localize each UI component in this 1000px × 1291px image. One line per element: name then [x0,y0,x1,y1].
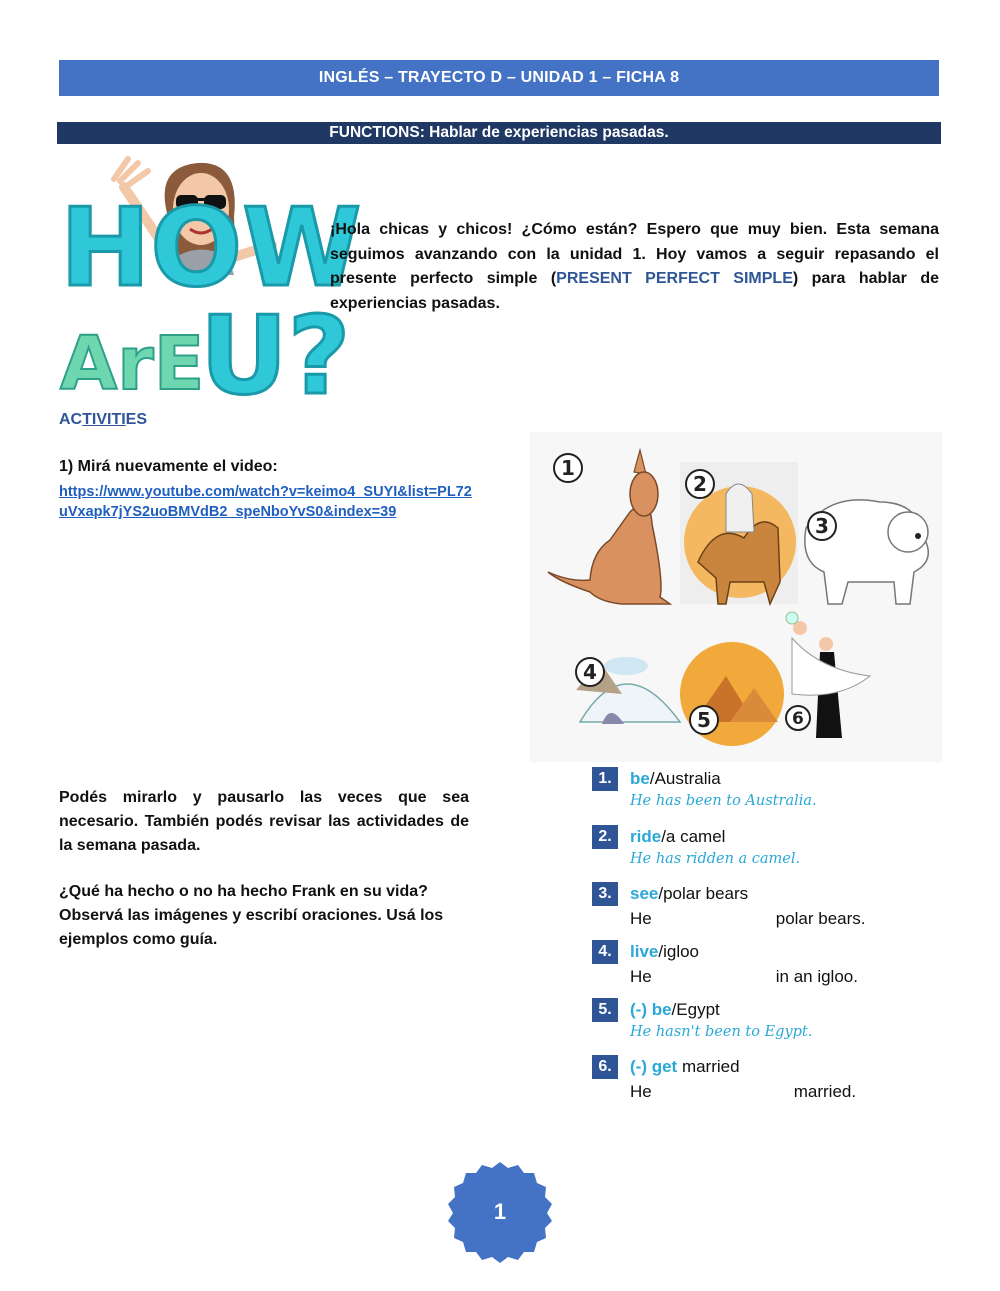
exercise-number: 1. [592,767,618,791]
exercise-item [592,940,952,992]
exercise-prompt: be/Australia [630,769,721,788]
answer-line[interactable]: He married. [630,1082,857,1101]
exercise-item [592,767,952,819]
logo-lettering [60,186,361,419]
exercise-prompt: (-) get married [630,1057,740,1076]
activity-illustrations [530,432,942,762]
svg-text:2: 2 [693,472,707,496]
svg-text:5: 5 [697,708,711,732]
exercise-item [592,998,952,1050]
svg-text:4: 4 [583,660,597,684]
exercise-prompt: (-) be/Egypt [630,1000,720,1019]
illustration-number-4 [576,658,604,686]
exercise-number: 6. [592,1055,618,1079]
example-answer: He has ridden a camel. [630,851,801,867]
answer-line[interactable]: He polar bears. [630,909,866,928]
illustration-number-1 [554,454,582,482]
illustration-number-6 [786,706,810,730]
exercise-number: 2. [592,825,618,849]
exercise-prompt: see/polar bears [630,884,749,903]
svg-text:1: 1 [561,456,575,480]
svg-text:HOW: HOW [60,186,362,311]
exercise-prompt: live/igloo [630,942,699,961]
functions-banner: FUNCTIONS: Hablar de experiencias pasadas. [57,122,941,144]
exercise-prompt: ride/a camel [630,827,726,846]
exercise-item [592,825,952,877]
task-paragraph: ¿Qué ha hecho o no ha hecho Frank en su vida? Observá las imágenes y escribí oraciones. Usá los ejemplos como guía. [59,883,444,948]
intro-text: ¡Hola chicas y chicos! ¿Cómo están? Espero que muy bien. Esta semana seguimos avanzando con la unidad 1. Hoy vamos a seguir repasando el presente perfecto simple ( [330,221,939,287]
exercise-number: 4. [592,940,618,964]
intro-text-end: ) para hablar de experiencias pasadas. [330,270,939,312]
intro-paragraph [330,218,939,316]
present-perfect-highlight: PRESENT PERFECT SIMPLE [556,270,793,287]
illustration-number-2 [686,470,714,498]
exercise-number: 3. [592,882,618,906]
svg-text:U?: U? [200,294,351,419]
activities-heading: ACTIVITIES [59,411,148,428]
svg-text:6: 6 [792,709,804,729]
exercise-item [592,882,952,934]
illustration-number-5 [690,706,718,734]
example-answer: He has been to Australia. [630,793,817,809]
example-answer: He hasn't been to Egypt. [630,1024,813,1040]
step1-label: 1) Mirá nuevamente el video: [59,458,278,475]
exercise-item [592,1055,952,1107]
svg-text:3: 3 [815,514,829,538]
svg-text:ArE: ArE [60,321,205,407]
illustration-number-3 [808,512,836,540]
page-number: 1 [493,1199,507,1224]
how-are-u-logo [58,157,362,419]
answer-line[interactable]: He in an igloo. [630,967,858,986]
video-link[interactable]: https://www.youtube.com/watch?v=keimo4_SUYI&list=PL72uVxapk7jYS2uoBMVdB2_speNboYvS0&index=39 [59,484,472,520]
exercise-number: 5. [592,998,618,1022]
instructions-paragraph: Podés mirarlo y pausarlo las veces que sea necesario. También podés revisar las actividades de la semana pasada. [59,789,469,854]
worksheet-title: INGLÉS – TRAYECTO D – UNIDAD 1 – FICHA 8 [59,60,939,96]
